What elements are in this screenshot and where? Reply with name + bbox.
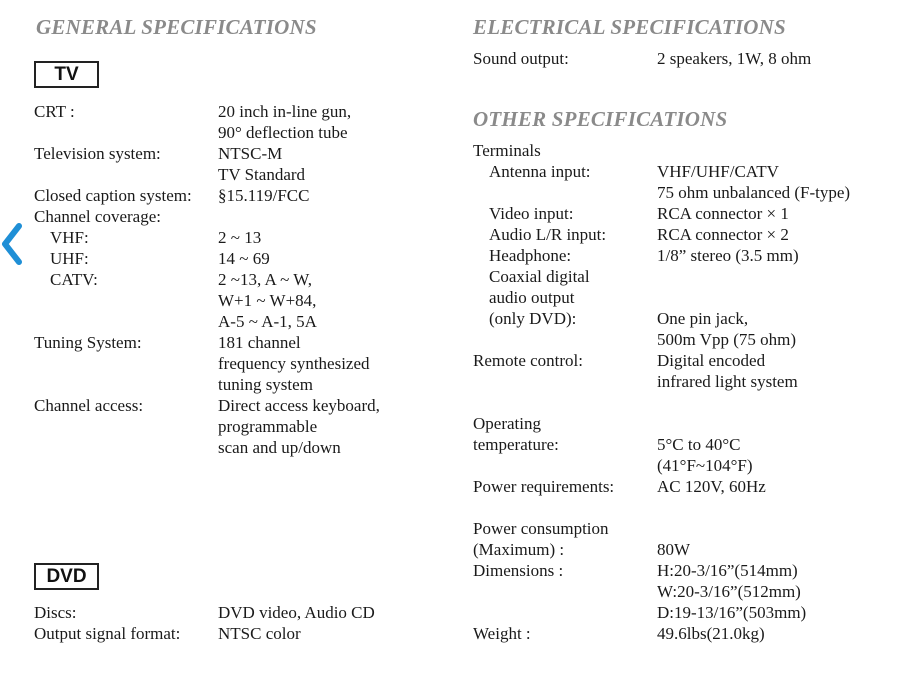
spec-value: 5°C to 40°C xyxy=(657,435,741,454)
spec-line xyxy=(34,122,434,143)
spec-line xyxy=(473,497,893,518)
spec-line xyxy=(34,185,434,206)
spec-value: H:20-3/16”(514mm) xyxy=(657,561,798,580)
spec-line xyxy=(34,311,434,332)
spec-value: 75 ohm unbalanced (F-type) xyxy=(657,183,851,202)
spec-label: Power consumption xyxy=(473,519,609,538)
spec-label: Television system: xyxy=(34,144,161,163)
spec-label: Video input: xyxy=(489,204,574,223)
spec-value: RCA connector × 2 xyxy=(657,225,789,244)
spec-line xyxy=(34,353,434,374)
spec-value: 90° deflection tube xyxy=(218,123,348,142)
spec-label: Audio L/R input: xyxy=(489,225,607,244)
general-specifications-heading: GENERAL SPECIFICATIONS xyxy=(36,15,317,39)
spec-line xyxy=(473,161,893,182)
spec-label: VHF: xyxy=(50,228,89,247)
spec-line xyxy=(473,224,893,245)
tv-spec-list xyxy=(34,101,434,458)
spec-label: (only DVD): xyxy=(489,309,577,328)
spec-label: (Maximum) : xyxy=(473,540,565,559)
spec-value: 14 ~ 69 xyxy=(218,249,270,268)
spec-value: (41°F~104°F) xyxy=(657,456,753,475)
spec-value: NTSC color xyxy=(218,624,301,643)
spec-label: Channel coverage: xyxy=(34,207,161,226)
spec-line xyxy=(34,395,434,416)
spec-label: Antenna input: xyxy=(489,162,591,181)
electrical-specifications-heading: ELECTRICAL SPECIFICATIONS xyxy=(473,15,786,39)
spec-label: Closed caption system: xyxy=(34,186,192,205)
spec-value: TV Standard xyxy=(218,165,306,184)
spec-value: One pin jack, xyxy=(657,309,749,328)
spec-line xyxy=(34,143,434,164)
spec-line xyxy=(473,182,893,203)
spec-line xyxy=(34,290,434,311)
spec-value: infrared light system xyxy=(657,372,798,391)
spec-label: Power requirements: xyxy=(473,477,615,496)
spec-line xyxy=(34,206,434,227)
spec-line xyxy=(473,602,893,623)
spec-value: programmable xyxy=(218,417,318,436)
spec-line xyxy=(34,374,434,395)
chevron-left-icon[interactable] xyxy=(0,222,24,266)
spec-value: VHF/UHF/CATV xyxy=(657,162,779,181)
spec-line xyxy=(473,140,893,161)
spec-label: Dimensions : xyxy=(473,561,564,580)
spec-label: UHF: xyxy=(50,249,89,268)
spec-label: temperature: xyxy=(473,435,559,454)
spec-line xyxy=(34,602,434,623)
spec-line xyxy=(473,539,893,560)
spec-label: Tuning System: xyxy=(34,333,142,352)
spec-line xyxy=(473,48,893,69)
spec-line xyxy=(34,164,434,185)
spec-label: Channel access: xyxy=(34,396,144,415)
spec-value: 2 speakers, 1W, 8 ohm xyxy=(657,49,812,68)
spec-value: §15.119/FCC xyxy=(218,186,310,205)
spec-label: Weight : xyxy=(473,624,531,643)
spec-line xyxy=(473,581,893,602)
spec-value: 2 ~ 13 xyxy=(218,228,262,247)
spec-value: RCA connector × 1 xyxy=(657,204,789,223)
spec-value: 80W xyxy=(657,540,691,559)
spec-value: D:19-13/16”(503mm) xyxy=(657,603,807,622)
spec-line xyxy=(34,437,434,458)
spec-line xyxy=(473,560,893,581)
spec-value: Digital encoded xyxy=(657,351,766,370)
other-spec-list xyxy=(473,140,893,644)
spec-line xyxy=(34,269,434,290)
spec-line xyxy=(34,101,434,122)
spec-line xyxy=(473,476,893,497)
spec-value: Direct access keyboard, xyxy=(218,396,380,415)
dvd-spec-list xyxy=(34,602,434,644)
spec-value: 49.6lbs(21.0kg) xyxy=(657,624,765,643)
spec-value: DVD video, Audio CD xyxy=(218,603,375,622)
spec-value: W+1 ~ W+84, xyxy=(218,291,317,310)
dvd-section-label: DVD xyxy=(34,563,99,590)
spec-line xyxy=(34,227,434,248)
spec-value: A-5 ~ A-1, 5A xyxy=(218,312,317,331)
spec-line xyxy=(473,518,893,539)
spec-value: W:20-3/16”(512mm) xyxy=(657,582,801,601)
other-specifications-heading: OTHER SPECIFICATIONS xyxy=(473,107,728,131)
spec-line xyxy=(473,308,893,329)
spec-label: Operating xyxy=(473,414,541,433)
spec-value: tuning system xyxy=(218,375,313,394)
spec-value: 2 ~13, A ~ W, xyxy=(218,270,312,289)
spec-line xyxy=(473,455,893,476)
spec-label: audio output xyxy=(489,288,575,307)
spec-line xyxy=(473,203,893,224)
spec-label: CATV: xyxy=(50,270,98,289)
spec-label: Sound output: xyxy=(473,49,569,68)
spec-line xyxy=(473,287,893,308)
spec-line xyxy=(473,392,893,413)
spec-label: Coaxial digital xyxy=(489,267,590,286)
spec-line xyxy=(473,413,893,434)
spec-line xyxy=(473,266,893,287)
spec-value: 181 channel xyxy=(218,333,301,352)
spec-value: scan and up/down xyxy=(218,438,341,457)
spec-label: Output signal format: xyxy=(34,624,181,643)
spec-line xyxy=(34,248,434,269)
tv-section-label: TV xyxy=(34,61,99,88)
spec-label: CRT : xyxy=(34,102,75,121)
spec-value: 20 inch in-line gun, xyxy=(218,102,352,121)
spec-line xyxy=(473,623,893,644)
spec-value: frequency synthesized xyxy=(218,354,370,373)
spec-value: NTSC-M xyxy=(218,144,283,163)
spec-label: Headphone: xyxy=(489,246,572,265)
spec-value: 1/8” stereo (3.5 mm) xyxy=(657,246,799,265)
spec-line xyxy=(34,332,434,353)
spec-value: 500m Vpp (75 ohm) xyxy=(657,330,796,349)
spec-label: Terminals xyxy=(473,141,541,160)
spec-label: Remote control: xyxy=(473,351,584,370)
spec-line xyxy=(473,371,893,392)
spec-line xyxy=(473,350,893,371)
spec-value: AC 120V, 60Hz xyxy=(657,477,766,496)
spec-line xyxy=(473,245,893,266)
spec-line xyxy=(473,434,893,455)
spec-line xyxy=(34,623,434,644)
spec-label: Discs: xyxy=(34,603,77,622)
electrical-spec-list xyxy=(473,48,893,69)
spec-line xyxy=(34,416,434,437)
spec-line xyxy=(473,329,893,350)
